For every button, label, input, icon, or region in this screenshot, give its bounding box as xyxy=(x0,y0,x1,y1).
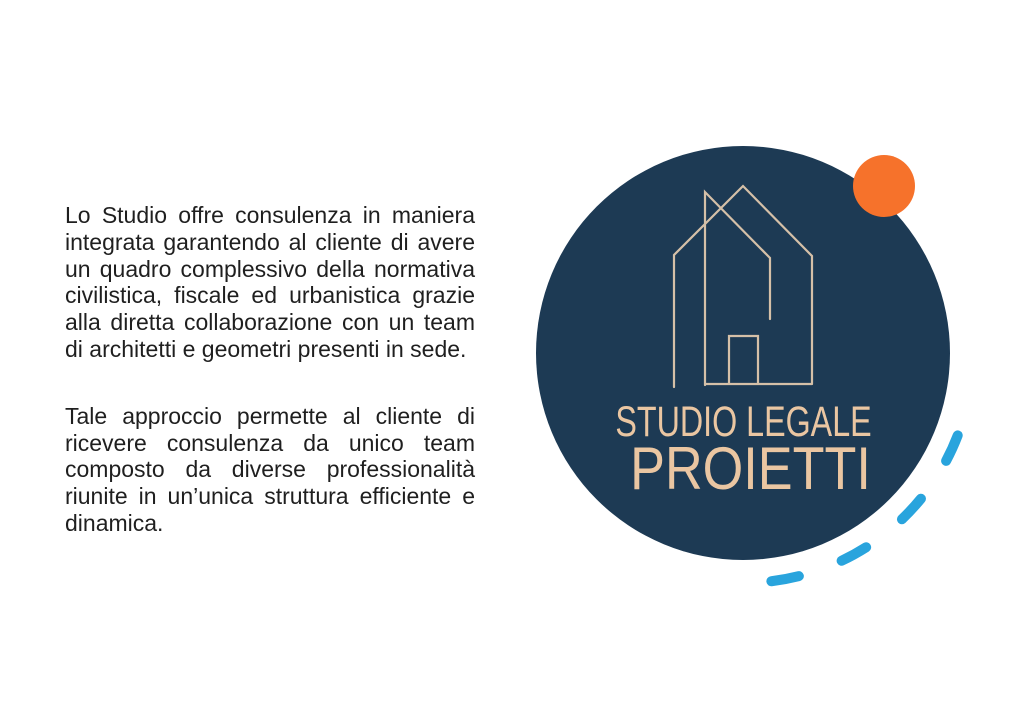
orange-dot-icon xyxy=(853,155,915,217)
paragraph-approccio-team: Tale approccio permette al cliente di ricevere consulenza da unico team composto da diverse professionalità riunite in un’unica struttura efficiente e dinamica. xyxy=(65,402,475,536)
paragraph-consulenza-integrata: Lo Studio offre consulenza in maniera integrata garantendo al cliente di avere un quadro complessivo della normativa civilistica, fiscale ed urbanistica grazie alla diretta collaborazione con un team di architetti e geometri presenti in sede. xyxy=(65,202,475,362)
logo-text-studio-legale: STUDIO LEGALE xyxy=(615,398,872,446)
logo-text-proietti: PROIETTI xyxy=(630,435,871,502)
